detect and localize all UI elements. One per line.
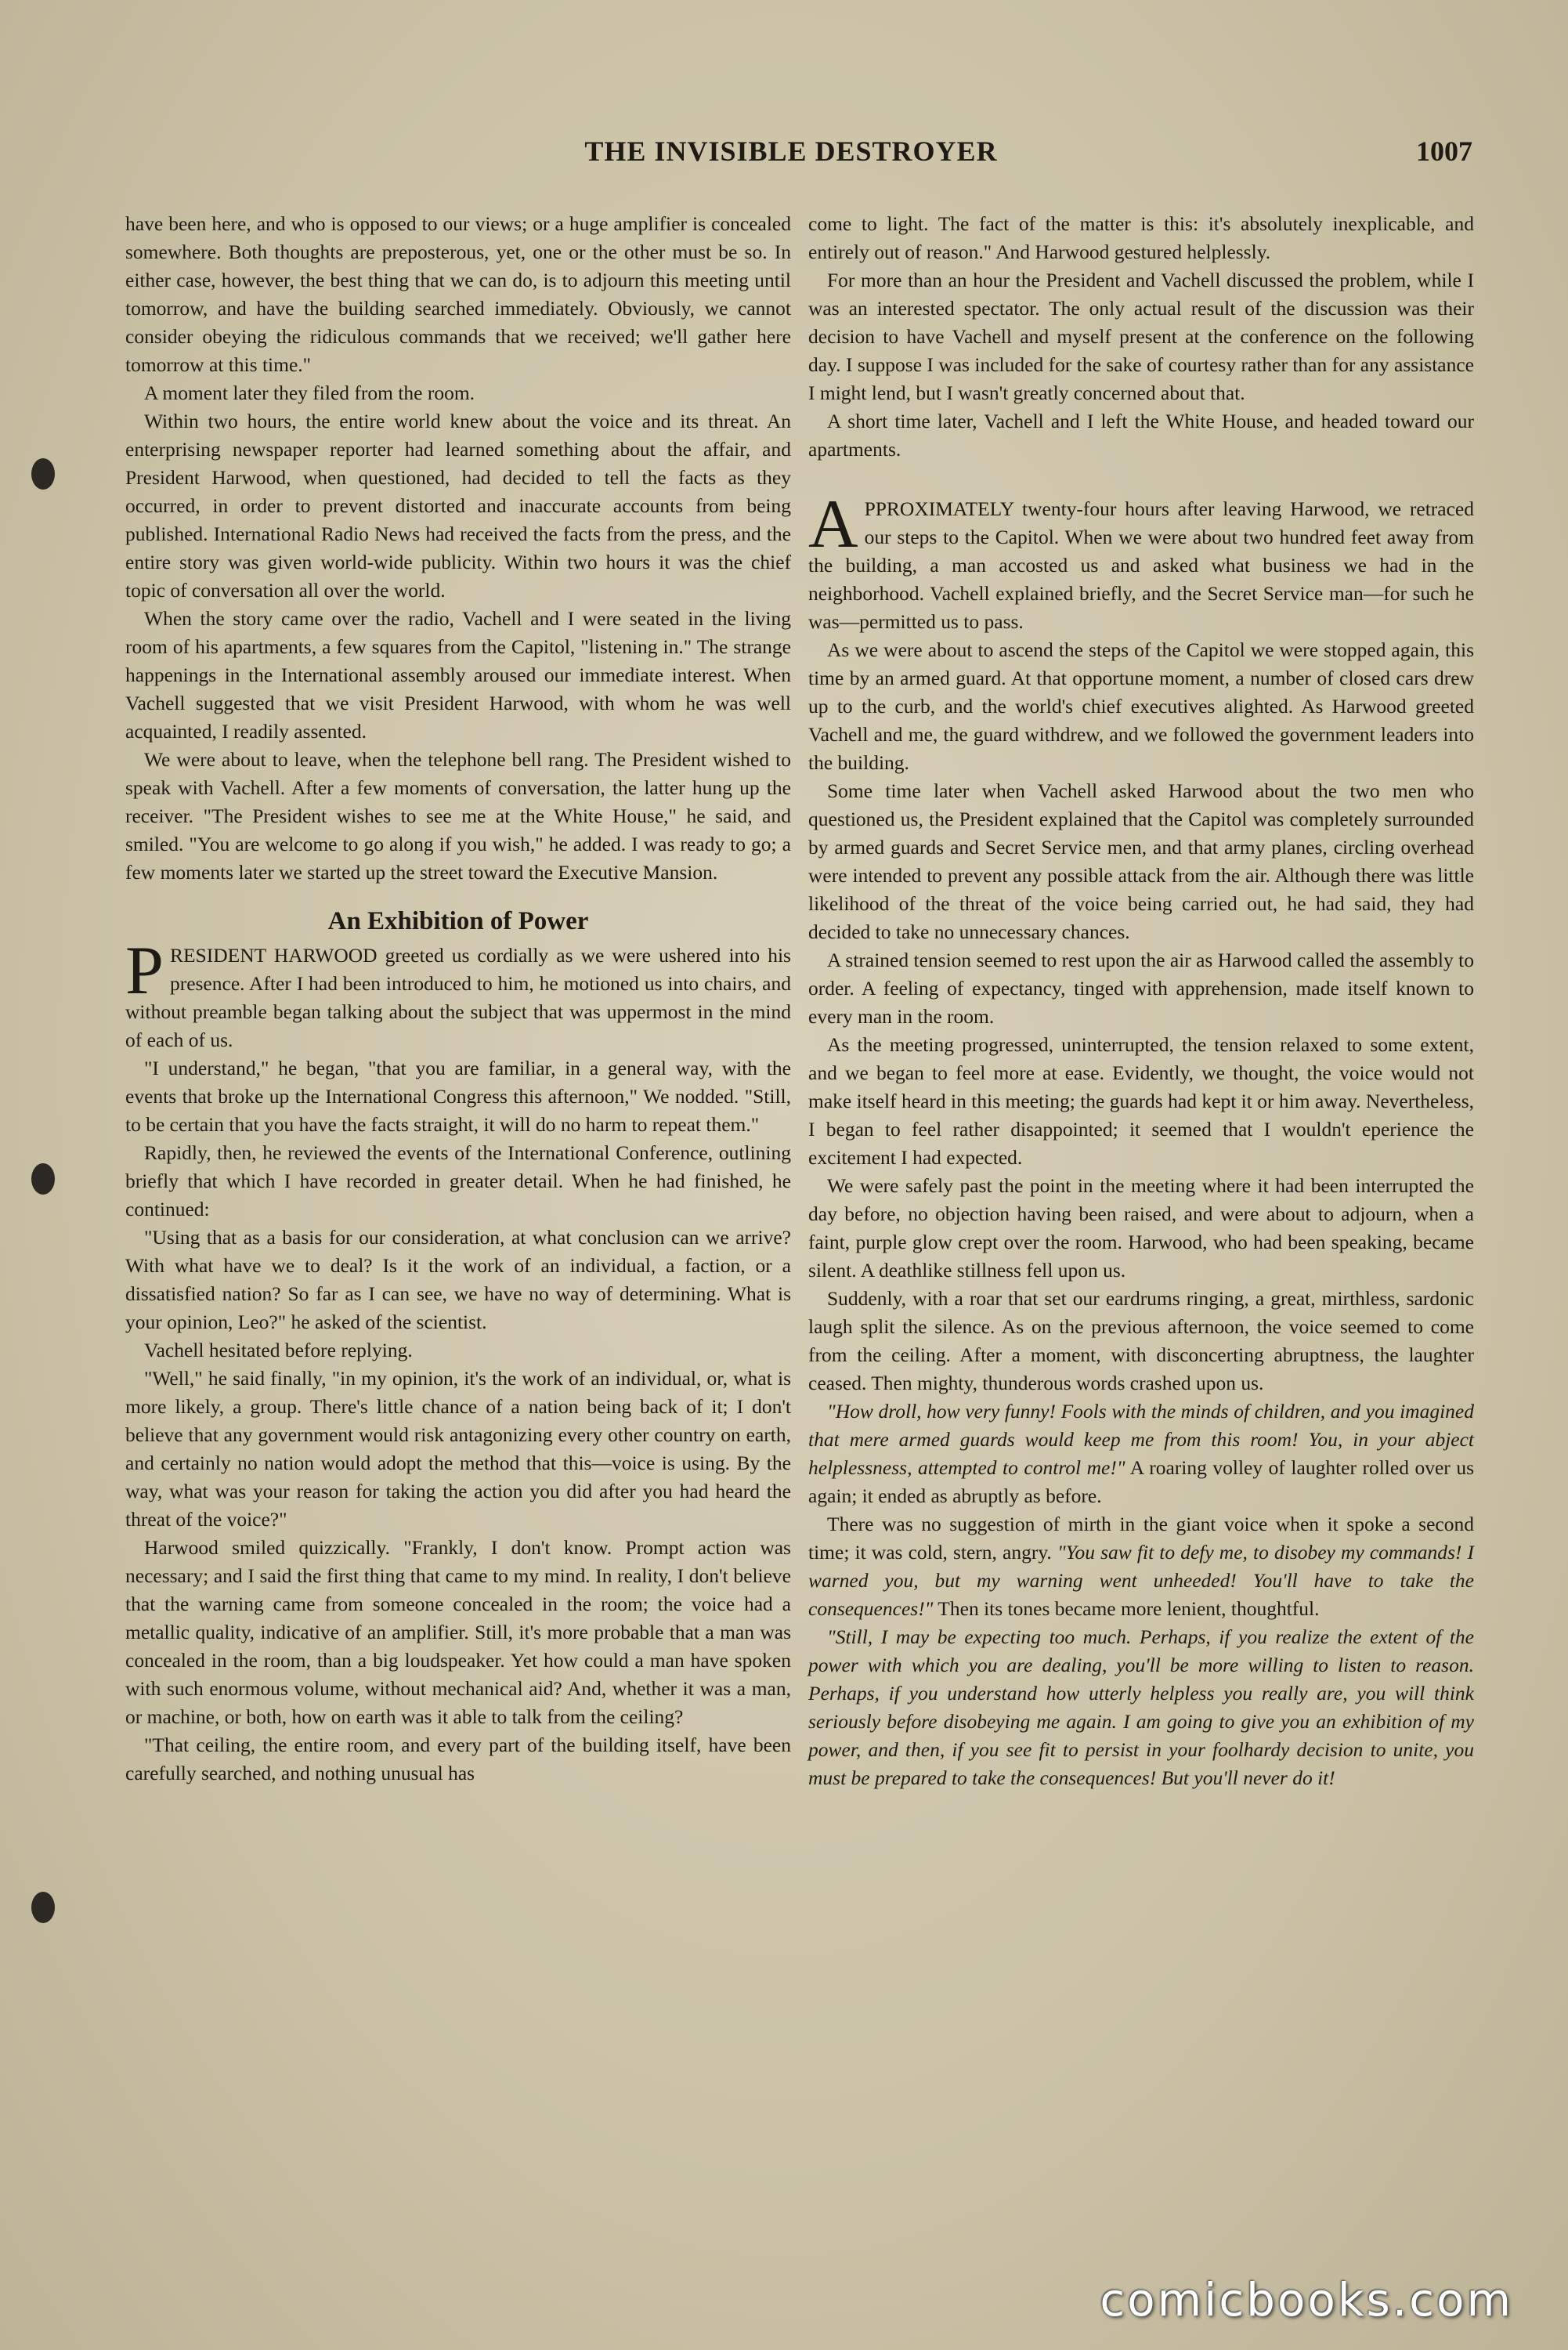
- paragraph: When the story came over the radio, Vachell and I were seated in the living room of his apartments, a few squares from the Capitol, "listening in." The strange happenings in the International assembly aroused our immediate interest. When Vachell suggested that we visit President Harwood, with whom he was well acquainted, I readily assented.: [125, 607, 791, 743]
- paragraph-text: Then its tones became more lenient, thoughtful.: [933, 1597, 1320, 1620]
- paragraph: "I understand," he began, "that you are familiar, in a general way, with the events that broke up the International Congress this afternoon," We nodded. "Still, to be certain that you have the facts straight, it will do no harm to repeat them.": [125, 1057, 791, 1136]
- paragraph: Within two hours, the entire world knew about the voice and its threat. An enterprising newspaper reporter had learned something about the affair, and President Harwood, when questioned, had decided to tell the facts as they occurred, in order to prevent distorted and inaccurate accounts from being published. International Radio News had received the facts from the press, and the entire story was given world-wide publicity. Within two hours it was the chief topic of conversation all over the world.: [125, 410, 791, 602]
- paragraph: We were safely past the point in the meeting where it had been interrupted the day before, no objection having been raised, and were about to adjourn, when a faint, purple glow crept over the room. Harwood, who had been speaking, became silent. A deathlike stillness fell upon us.: [808, 1174, 1474, 1282]
- page-header: [110, 135, 1472, 182]
- italic-speech: "How droll, how very funny! Fools with the minds of children, and you imagined that mere armed guards would keep me from this room! You, in your abject helplessness, attempted to control me!": [808, 1400, 1474, 1479]
- paragraph: Vachell hesitated before replying.: [144, 1339, 413, 1361]
- paragraph: For more than an hour the President and Vachell discussed the problem, while I was an interested spectator. The only actual result of the discussion was their decision to have Vachell and myself present at the conference on the following day. I suppose I was included for the sake of courtesy rather than for any assistance I might lend, but I wasn't greatly concerned about that.: [808, 269, 1474, 404]
- paragraph: As we were about to ascend the steps of the Capitol we were stopped again, this time by an armed guard. At that opportune moment, a number of closed cars drew up to the curb, and the world's chief executives alighted. As Harwood greeted Vachell and me, the guard withdrew, and we followed the government leaders into the building.: [808, 638, 1474, 774]
- paragraph-text: RESIDENT HARWOOD greeted us cordially as we were ushered into his presence. After I had been introduced to him, he motioned us into chairs, and without preamble began talking about the subject that was uppermost in the mind of each of us.: [125, 944, 791, 1051]
- page-number: 1007: [1416, 136, 1472, 167]
- paragraph: [808, 1397, 1474, 1510]
- paragraph: A strained tension seemed to rest upon the air as Harwood called the assembly to order. A feeling of expectancy, tinged with apprehension, made itself known to every man in the room.: [808, 949, 1474, 1028]
- punch-hole-bottom: [31, 1892, 55, 1923]
- paragraph: come to light. The fact of the matter is this: it's absolutely inexplicable, and entirely out of reason." And Harwood gestured helplessly.: [808, 212, 1474, 263]
- running-title: THE INVISIBLE DESTROYER: [584, 136, 998, 167]
- section-break: [808, 464, 1474, 495]
- drop-cap: A: [808, 486, 858, 562]
- paragraph: Harwood smiled quizzically. "Frankly, I don't know. Prompt action was necessary; and I said the first thing that came to my mind. In reality, I don't believe that the warning came from someone concealed in the room; the voice had a metallic quality, indicative of an amplifier. Still, it's more probable that a man was concealed in the room, than a big loudspeaker. Yet how could a man have spoken with such enormous volume, without mechanical aid? And, whether it was a man, or machine, or both, how on earth was it able to talk from the ceiling?: [125, 1536, 791, 1728]
- punch-hole-middle: [31, 1163, 55, 1195]
- paragraph: [808, 1510, 1474, 1623]
- paragraph: [808, 486, 1474, 636]
- paragraph-text: A roaring volley of laughter rolled over us again; it ended as abruptly as before.: [808, 1456, 1474, 1507]
- paragraph: "Well," he said finally, "in my opinion, it's the work of an individual, or, what is more likely, a group. There's little chance of a nation being back of it; I don't believe that any government would risk antagonizing every other country on earth, and certainly no nation would adopt the method that this—voice is using. By the way, what was your reason for taking the action you did after you had heard the threat of the voice?": [125, 1367, 791, 1531]
- paragraph: have been here, and who is opposed to our views; or a huge amplifier is concealed somewhere. Both thoughts are preposterous, yet, one or the other must be so. In either case, however, the best thing that we can do, is to adjourn this meeting until tomorrow, and have the building searched immediately. Obviously, we cannot consider obeying the ridiculous commands that we received; we'll gather here tomorrow at this time.": [125, 212, 791, 376]
- paragraph: Some time later when Vachell asked Harwood about the two men who questioned us, the President explained that the Capitol was completely surrounded by armed guards and Secret Service men, and that army planes, circling overhead were intended to prevent any possible attack from the air. Although there was little likelihood of the threat of the voice being carried out, he had said, they had decided to take no unnecessary chances.: [808, 779, 1474, 943]
- paragraph: "Still, I may be expecting too much. Perhaps, if you realize the extent of the power with which you are dealing, you'll be more willing to listen to reason. Perhaps, if you understand how utterly helpless you really are, you will think seriously before disobeying me again. I am going to give you an exhibition of my power, and then, if you see fit to persist in your foolhardy decision to unite, you must be prepared to take the consequences! But you'll never do it!: [808, 1625, 1474, 1789]
- paragraph: As the meeting progressed, uninterrupted, the tension relaxed to some extent, and we began to feel more at ease. Evidently, we thought, the voice would not make itself heard in this meeting; the guards had kept it or him away. Nevertheless, I began to feel rather disappointed; it seemed that I wouldn't eperience the excitement I had expected.: [808, 1033, 1474, 1169]
- paragraph-text: There was no suggestion of mirth in the giant voice when it spoke a second time; it was cold, stern, angry.: [808, 1513, 1474, 1564]
- paragraph: A moment later they filed from the room.: [144, 381, 475, 404]
- italic-speech: "You saw fit to defy me, to disobey my commands! I warned you, but my warning went unheeded! You'll have to take the consequences!": [808, 1541, 1475, 1620]
- paragraph-text: PPROXIMATELY twenty-four hours after leaving Harwood, we retraced our steps to the Capitol. When we were about two hundred feet away from the building, a man accosted us and asked what business we had in the neighborhood. Vachell explained briefly, and the Secret Service man—for such he was—permitted us to pass.: [808, 497, 1474, 633]
- punch-hole-top: [31, 458, 55, 490]
- paragraph: "That ceiling, the entire room, and every part of the building itself, have been carefully searched, and nothing unusual has: [125, 1734, 791, 1784]
- left-column: [125, 210, 791, 2184]
- right-column: [808, 210, 1474, 2184]
- section-heading: An Exhibition of Power: [327, 907, 589, 935]
- paragraph: We were about to leave, when the telephone bell rang. The President wished to speak with Vachell. After a few moments of conversation, the latter hung up the receiver. "The President wishes to see me at the White House," he said, and smiled. "You are welcome to go along if you wish," he added. I was ready to go; a few moments later we started up the street toward the Executive Mansion.: [125, 748, 791, 884]
- paragraph: Suddenly, with a roar that set our eardrums ringing, a great, mirthless, sardonic laugh split the silence. As on the previous afternoon, the voice seemed to come from the ceiling. After a moment, with disconcerting abruptness, the laughter ceased. Then mighty, thunderous words crashed upon us.: [808, 1287, 1474, 1394]
- paragraph: Rapidly, then, he reviewed the events of the International Conference, outlining briefly that which I have recorded in greater detail. When he had finished, he continued:: [125, 1141, 791, 1220]
- watermark: comicbooks.com: [1100, 2273, 1513, 2326]
- paragraph: "Using that as a basis for our consideration, at what conclusion can we arrive? With what have we to deal? Is it the work of an individual, a faction, or a dissatisfied nation? So far as I can see, we have no way of determining. What is your opinion, Leo?" he asked of the scientist.: [125, 1226, 791, 1333]
- paragraph: [125, 933, 791, 1054]
- paragraph: A short time later, Vachell and I left the White House, and headed toward our apartments.: [808, 410, 1474, 461]
- drop-cap: P: [125, 933, 164, 1009]
